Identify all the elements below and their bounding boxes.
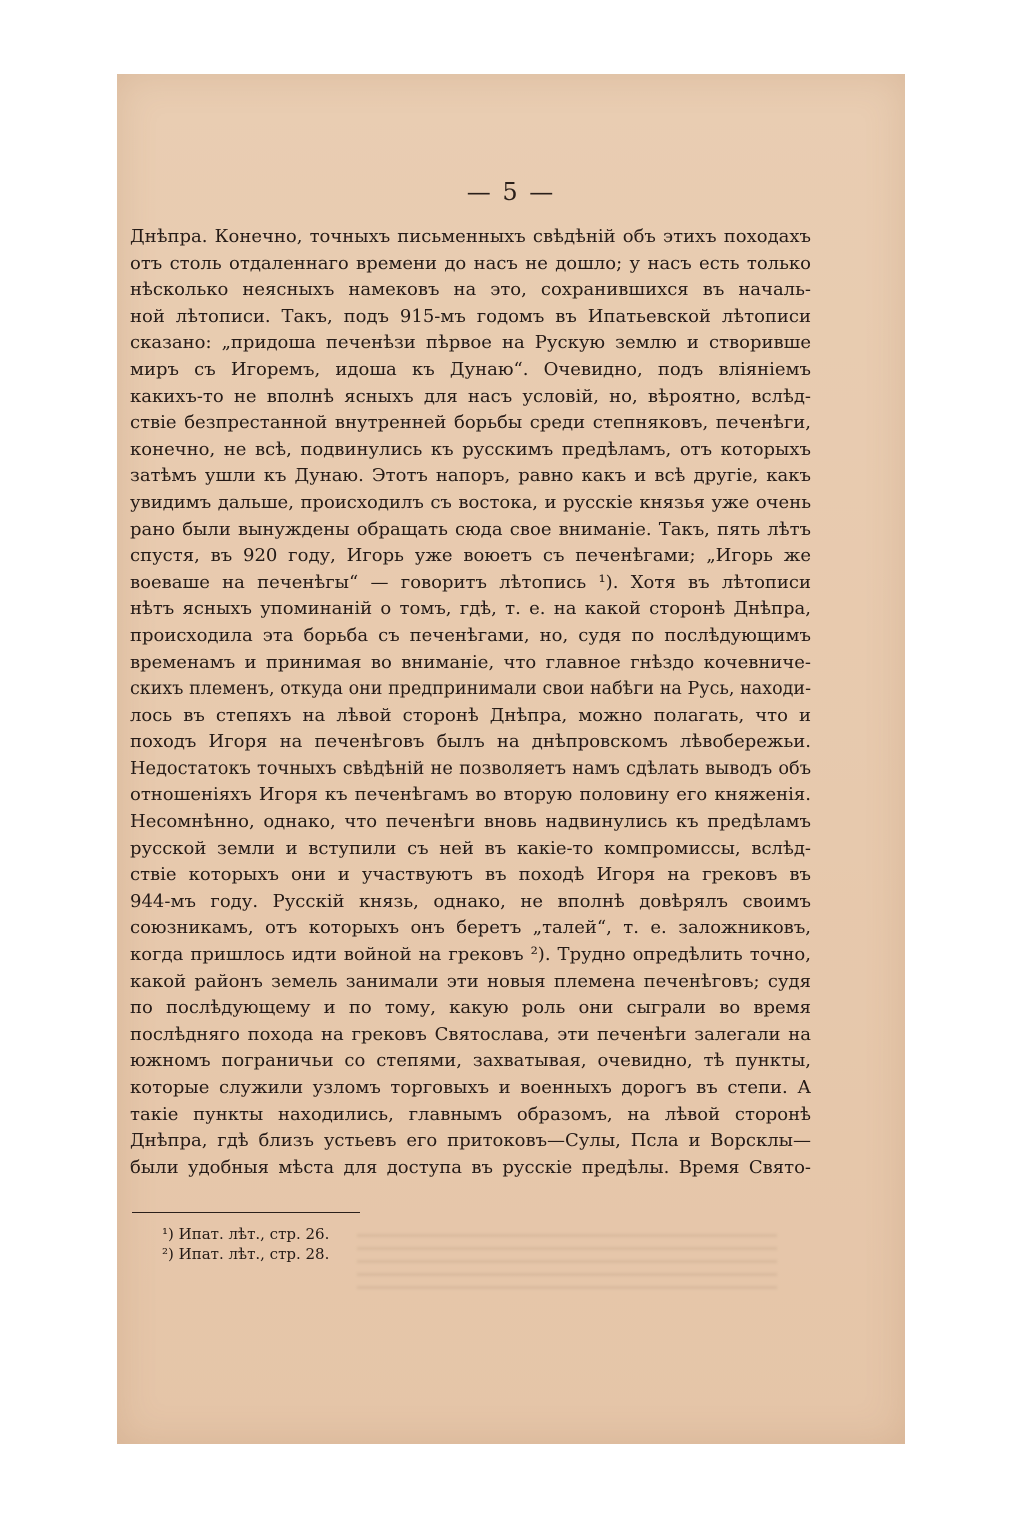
body-text xyxy=(130,224,811,1181)
footnote-divider xyxy=(132,1212,360,1213)
text-line: увидимъ дальше, происходилъ съ востока, и русскіе князья уже очень xyxy=(130,491,811,513)
text-line: 944-мъ году. Русскій князь, однако, не вполнѣ довѣрялъ своимъ xyxy=(130,890,811,912)
text-line: отъ столь отдаленнаго времени до насъ не дошло; у насъ есть только xyxy=(130,252,811,274)
text-line: рано были вынуждены обращать сюда свое вниманіе. Такъ, пять лѣтъ xyxy=(130,518,811,540)
text-line: Недостатокъ точныхъ свѣдѣній не позволяетъ намъ сдѣлать выводъ объ xyxy=(130,758,811,779)
text-line: нѣтъ ясныхъ упоминаній о томъ, гдѣ, т. е. на какой сторонѣ Днѣпра, xyxy=(130,598,811,620)
reverse-side-bleed-through xyxy=(357,1234,777,1294)
text-line: скихъ племенъ, откуда они предпринимали свои набѣги на Русь, находи- xyxy=(130,679,811,700)
text-line: нѣсколько неясныхъ намековъ на это, сохранившихся въ началь- xyxy=(130,279,811,301)
text-line: миръ съ Игоремъ, идоша къ Дунаю“. Очевидно, подъ вліяніемъ xyxy=(130,358,811,380)
text-line: временамъ и принимая во вниманіе, что главное гнѣздо кочевниче- xyxy=(130,651,811,673)
text-line: которые служили узломъ торговыхъ и военныхъ дорогъ въ степи. А xyxy=(130,1077,811,1098)
text-line: по послѣдующему и по тому, какую роль они сыграли во время xyxy=(130,997,811,1019)
text-line: ной лѣтописи. Такъ, подъ 915-мъ годомъ въ Ипатьевской лѣтописи xyxy=(130,305,811,327)
text-line: лось въ степяхъ на лѣвой сторонѣ Днѣпра, можно полагать, что и xyxy=(130,704,811,726)
text-line: спустя, въ 920 году, Игорь уже воюетъ съ печенѣгами; „Игорь же xyxy=(130,545,811,567)
text-line: Днѣпра. Конечно, точныхъ письменныхъ свѣдѣній объ этихъ походахъ xyxy=(130,226,811,247)
footnote: ¹) Ипат. лѣт., стр. 26. xyxy=(162,1225,330,1243)
text-line: происходила эта борьба съ печенѣгами, но, судя по послѣдующимъ xyxy=(130,624,811,646)
text-line: южномъ пограничьи со степями, захватывая, очевидно, тѣ пункты, xyxy=(130,1050,811,1072)
scanned-page xyxy=(117,74,905,1444)
text-line: походъ Игоря на печенѣговъ былъ на днѣпровскомъ лѣвобережьи. xyxy=(130,731,811,753)
text-line: Днѣпра, гдѣ близъ устьевъ его притоковъ—Сулы, Псла и Ворсклы— xyxy=(130,1130,811,1152)
text-line: союзникамъ, отъ которыхъ онъ беретъ „талей“, т. е. заложниковъ, xyxy=(130,917,811,939)
text-line: Несомнѣнно, однако, что печенѣги вновь надвинулись къ предѣламъ xyxy=(130,811,811,833)
text-line: конечно, не всѣ, подвинулись къ русскимъ предѣламъ, отъ которыхъ xyxy=(130,438,811,460)
text-line: были удобныя мѣста для доступа въ русскіе предѣлы. Время Свято- xyxy=(130,1156,811,1178)
text-line: русской земли и вступили съ ней въ какіе-то компромиссы, вслѣд- xyxy=(130,837,811,859)
text-line: какихъ-то не вполнѣ ясныхъ для насъ условій, но, вѣроятно, вслѣд- xyxy=(130,385,811,407)
text-line: такіе пункты находились, главнымъ образомъ, на лѣвой сторонѣ xyxy=(130,1103,811,1125)
text-line: когда пришлось идти войной на грековъ ²). Трудно опредѣлить точно, xyxy=(130,944,811,966)
text-line: отношеніяхъ Игоря къ печенѣгамъ во вторую половину его княженія. xyxy=(130,784,811,806)
text-line: послѣдняго похода на грековъ Святослава, эти печенѣги залегали на xyxy=(130,1023,811,1045)
text-line: затѣмъ ушли къ Дунаю. Этотъ напоръ, равно какъ и всѣ другіе, какъ xyxy=(130,465,811,487)
text-line: ствіе безпрестанной внутренней борьбы среди степняковъ, печенѣги, xyxy=(130,412,811,434)
footnotes xyxy=(162,1224,329,1264)
text-line: воеваше на печенѣгы“ — говоритъ лѣтопись ¹). Хотя въ лѣтописи xyxy=(130,571,811,593)
text-line: какой районъ земель занимали эти новыя племена печенѣговъ; судя xyxy=(130,970,811,992)
text-line: ствіе которыхъ они и участвуютъ въ походѣ Игоря на грековъ въ xyxy=(130,864,811,886)
text-line: сказано: „придоша печенѣзи пѣрвое на Рускую землю и створивше xyxy=(130,332,811,354)
footnote: ²) Ипат. лѣт., стр. 28. xyxy=(162,1245,330,1263)
page-number: — 5 — xyxy=(466,178,556,206)
